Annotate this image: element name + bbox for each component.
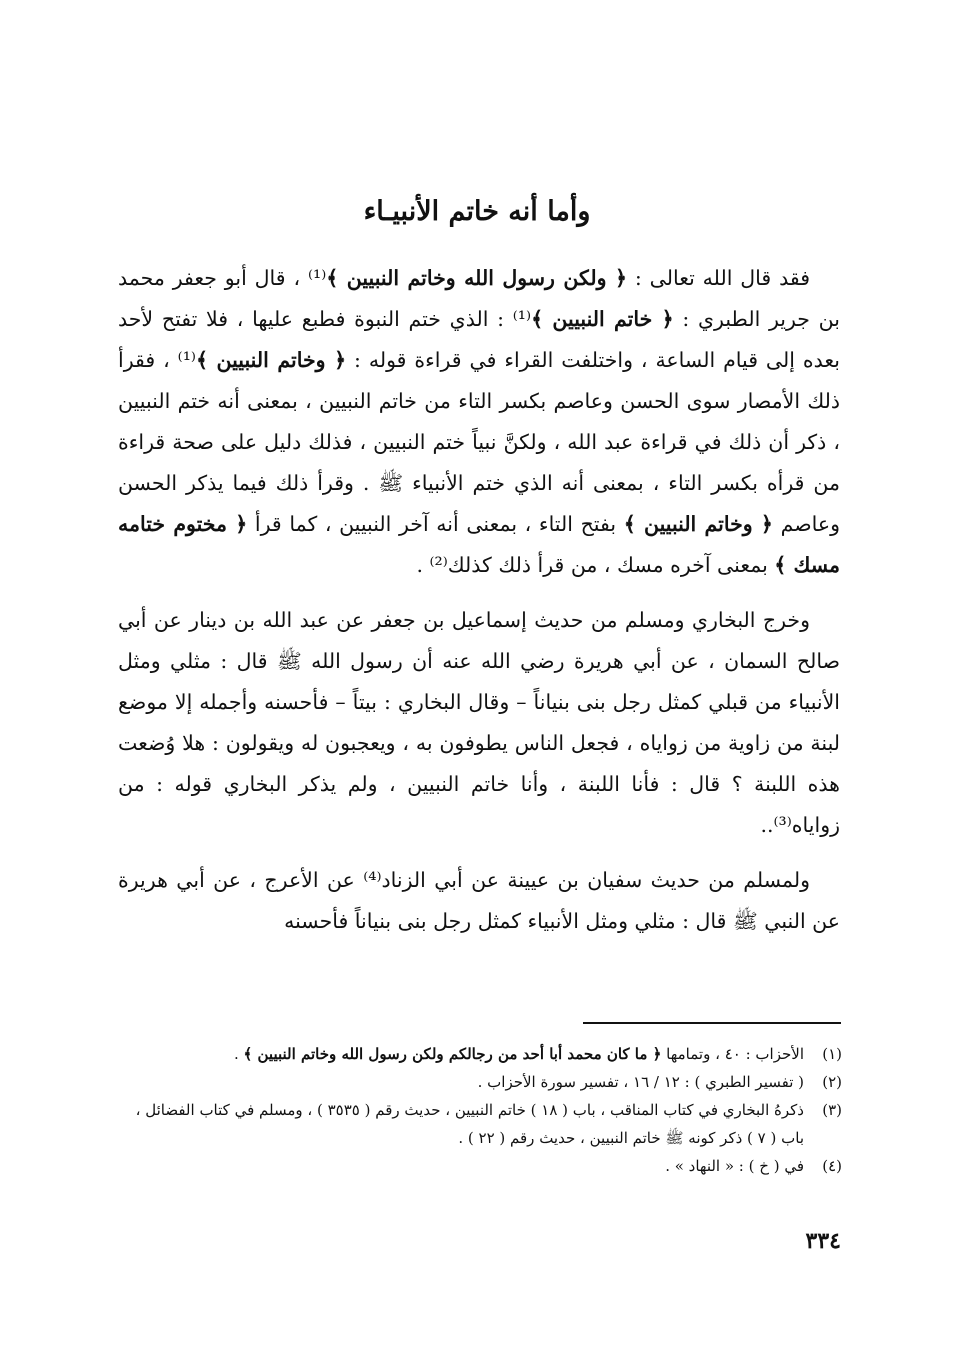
text-run: . <box>233 1045 244 1063</box>
footnote-text <box>118 1068 804 1096</box>
quran-quote: ﴿ مختوم ختامه مسك ﴾ <box>118 512 840 577</box>
text-run: فقد قال الله تعالى : <box>627 266 810 290</box>
footnote-divider <box>583 1022 841 1024</box>
footnote-item <box>118 1096 842 1152</box>
quran-quote: ﴿ وخاتم النبيين ﴾ <box>623 512 773 536</box>
text-run: ⁽¹⁾ ، فقرأ ذلك الأمصار سوى الحسن وعاصم بكسر التاء من خاتم النبيين ، بمعنى أنه ختم النبيين ، ذكر أن ذلك في قراءة عبد الله ، ولكنَّ نبياً ختم النبيين ، فذلك دليل على صحة قراءة من قرأه بكسر التاء ، بمعنى أنه الذي ختم الأنبياء ﷺ . وقرأ ذلك فيما يذكر الحسن وعاصم <box>118 348 840 536</box>
quran-quote: ﴿ خاتم النبيين ﴾ <box>531 307 674 331</box>
footnote-number: (٣) <box>822 1101 842 1119</box>
text-run: ⁽¹⁾ : الذي ختم النبوة فطبع عليها ، فلا تفتح لأحد بعده إلى قيام الساعة ، واختلفت القراء في قراءة قوله : <box>118 307 840 372</box>
quran-quote: ﴿ وخاتم النبيين ﴾ <box>195 348 347 372</box>
text-run: بفتح التاء ، بمعنى أنه آخر النبيين ، كما قرأ <box>247 512 624 536</box>
text-run: الأحزاب : ٤٠ ، وتمامها <box>661 1045 804 1063</box>
main-text <box>118 258 840 956</box>
section-heading: وأما أنه خاتم الأنبيـاء <box>363 196 591 227</box>
quran-quote: ﴿ ولكن رسول الله وخاتم النبيين ﴾ <box>326 266 627 290</box>
paragraph-3 <box>118 860 840 942</box>
page-number: ٣٣٤ <box>805 1228 841 1254</box>
text-run: ذكرهُ البخاري في كتاب المناقب ، باب ( ١٨ ) خاتم النبيين ، حديث رقم ( ٣٥٣٥ ) ، ومسلم في كتاب الفضائل ، باب ( ٧ ) ذكر كونه ﷺ خاتم النبيين ، حديث رقم ( ٢٢ ) . <box>135 1101 804 1147</box>
footnote-item <box>118 1040 842 1068</box>
footnote-number: (٤) <box>822 1157 842 1175</box>
footnote-item <box>118 1068 842 1096</box>
footnote-number: (٢) <box>822 1073 842 1091</box>
footnote-number: (١) <box>822 1045 842 1063</box>
text-run: بمعنى آخره مسك ، من قرأ ذلك كذلك⁽²⁾ . <box>416 553 775 577</box>
text-run: في ( خ ) : « النهاد » . <box>665 1157 804 1175</box>
text-run: وخرج البخاري ومسلم من حديث إسماعيل بن جعفر عن عبد الله بن دينار عن أبي صالح السمان ، عن أبي هريرة رضي الله عنه أن رسول الله ﷺ قال : مثلي ومثل الأنبياء من قبلي كمثل رجل بنى بنياناً – وقال البخاري : بيتاً – فأحسنه وأجمله إلا موضع لبنة من زاوية من زواياه ، فجعل الناس يطوفون به ، ويعجبون له ويقولون : هلا وُضعت هذه اللبنة ؟ قال : فأنا اللبنة ، وأنا خاتم النبيين ، ولم يذكر البخاري قوله : من زواياه⁽³⁾.. <box>118 608 840 837</box>
quran-quote: ﴿ ما كان محمد أبا أحد من رجالكم ولكن رسول الله وخاتم النبيين ﴾ <box>243 1045 662 1063</box>
paragraph-1 <box>118 258 840 586</box>
paragraph-2 <box>118 600 840 846</box>
text-run: ⁽¹⁾ ، قال أبو جعفر محمد بن جرير الطبري : <box>118 266 840 331</box>
footnotes <box>118 1040 842 1180</box>
footnote-text <box>118 1152 804 1180</box>
footnote-text <box>118 1096 804 1152</box>
text-run: ( تفسير الطبري ) : ١٢ / ١٦ ، تفسير سورة الأحزاب . <box>477 1073 804 1091</box>
footnote-text <box>118 1040 804 1068</box>
text-run: ولمسلم من حديث سفيان بن عيينة عن أبي الزناد⁽⁴⁾ عن الأعرج ، عن أبي هريرة عن النبي ﷺ قال : مثلي ومثل الأنبياء كمثل رجل بنى بنياناً فأحسنه <box>118 868 840 933</box>
footnote-item <box>118 1152 842 1180</box>
